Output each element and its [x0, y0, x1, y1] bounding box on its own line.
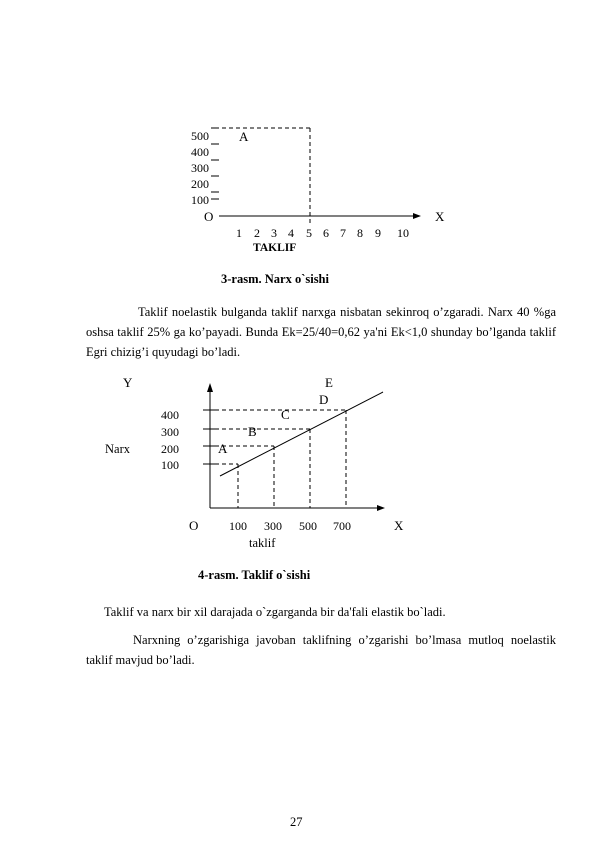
fig2-point-a: A	[218, 441, 228, 456]
fig2-supply-line	[220, 392, 383, 476]
fig1-xtick: 9	[375, 226, 381, 240]
figure-taklif-osishi	[0, 370, 595, 555]
fig2-caption: 4-rasm. Taklif o`sishi	[198, 568, 311, 582]
fig2-y-arrow	[207, 383, 213, 392]
fig2-point-c: C	[281, 407, 290, 422]
fig1-xtick: 6	[323, 226, 329, 240]
fig2-point-e: E	[325, 375, 333, 390]
fig2-point-d: D	[319, 392, 329, 407]
fig2-ytick: 200	[161, 442, 179, 456]
fig2-x-axis-label: X	[394, 518, 404, 533]
fig1-ytick: 200	[191, 177, 209, 191]
fig1-x-axis-label: X	[435, 209, 445, 224]
fig1-ytick: 100	[191, 193, 209, 207]
fig1-ytick: 400	[191, 145, 209, 159]
fig2-ytick: 100	[161, 458, 179, 472]
paragraph-taklif-noelastik: Taklif noelastik bulganda taklif narxga nisbatan sekinroq o’zgaradi. Narx 40 %ga oshsa taklif 25% ga ko’payadi. Bunda Ek=25/40=0,62 ya'ni Ek<1,0 shunday bo’lganda taklif Egri chizig’i quyudagi bo’ladi.	[86, 305, 556, 359]
fig2-origin: O	[189, 518, 199, 533]
fig1-xtick: 10	[397, 226, 409, 240]
fig2-xtick: 500	[299, 519, 317, 533]
fig1-origin: O	[204, 209, 214, 224]
fig1-xtick: 4	[288, 226, 294, 240]
page-number: 27	[290, 815, 303, 829]
paragraph-bir-xil-elastik: Taklif va narx bir xil darajada o`zgarganda bir da'fali elastik bo`ladi.	[104, 605, 446, 619]
fig2-ytick: 400	[161, 408, 179, 422]
fig2-point-b: B	[248, 424, 257, 439]
fig2-x-arrow	[377, 505, 385, 511]
fig2-xtick: 300	[264, 519, 282, 533]
figure-narx-osishi	[0, 0, 595, 260]
fig1-x-arrow	[413, 213, 421, 219]
fig1-xtick: 1	[236, 226, 242, 240]
fig1-ytick: 500	[191, 129, 209, 143]
fig1-point-a: A	[239, 129, 249, 144]
fig1-xtick: 7	[340, 226, 346, 240]
fig1-xlabel: TAKLIF	[253, 242, 297, 254]
fig2-xtick: 100	[229, 519, 247, 533]
paragraph-mutloq-noelastik: Narxning o’zgarishiga javoban taklifning o’zgarishi bo’lmasa mutloq noelastik taklif mavjud bo’ladi.	[86, 633, 556, 667]
fig1-xtick: 3	[271, 226, 277, 240]
fig1-xtick: 2	[254, 226, 260, 240]
fig1-ytick: 300	[191, 161, 209, 175]
fig1-xtick: 5	[306, 226, 312, 240]
fig2-ytick: 300	[161, 425, 179, 439]
fig2-y-axis-label: Y	[123, 375, 133, 390]
fig1-xtick: 8	[357, 226, 363, 240]
fig2-xtick: 700	[333, 519, 351, 533]
fig2-ylabel: Narx	[105, 442, 130, 456]
fig1-caption: 3-rasm. Narx o`sishi	[221, 272, 329, 286]
fig2-xlabel: taklif	[249, 536, 276, 550]
